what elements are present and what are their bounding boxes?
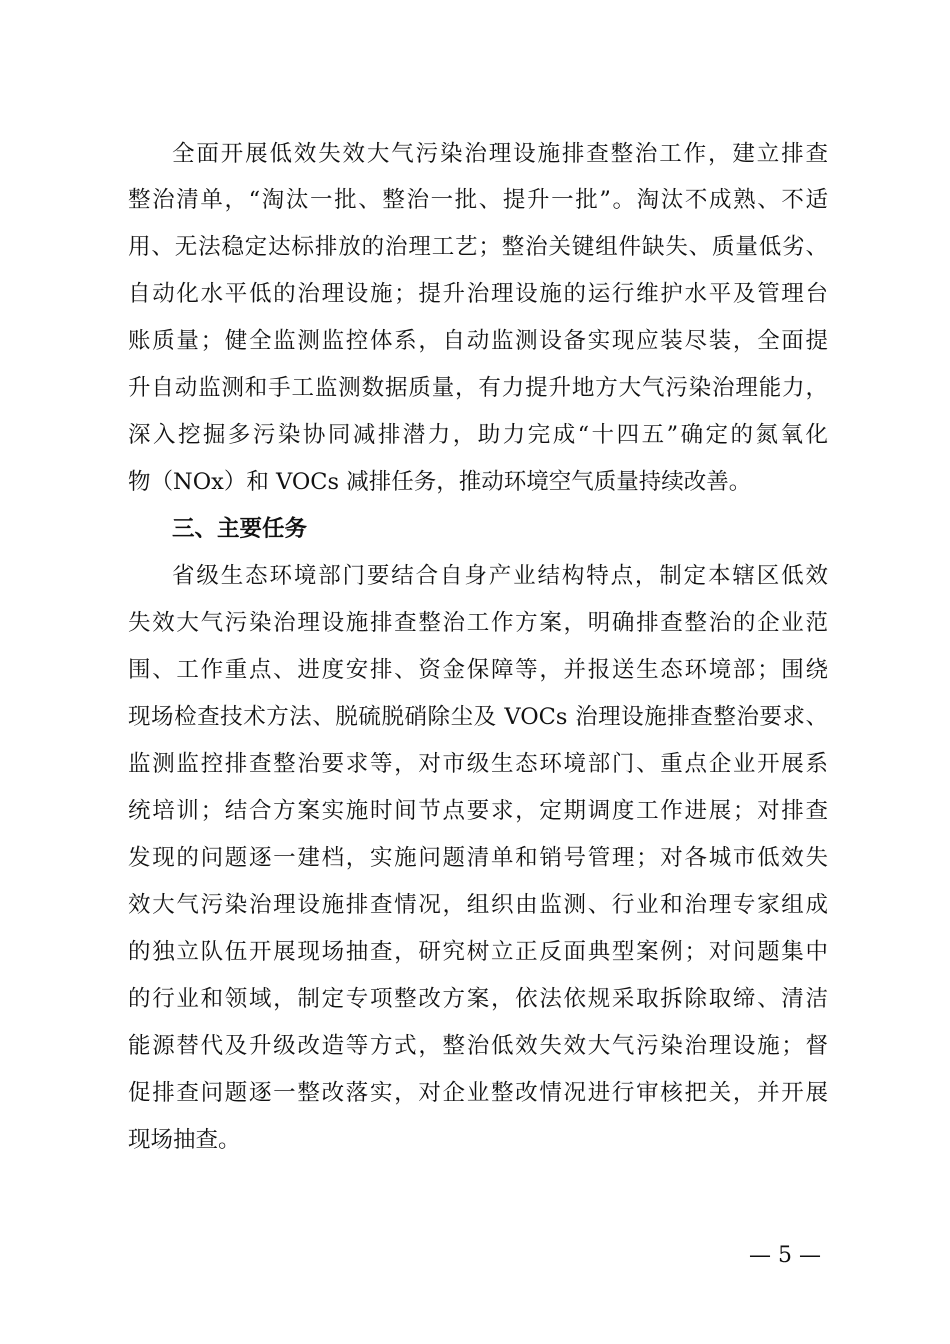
paragraph-2-line: 的独立队伍开展现场抽查，研究树立正反面典型案例；对问题集中 <box>128 939 828 965</box>
paragraph-2-line: 省级生态环境部门要结合自身产业结构特点，制定本辖区低效 <box>172 563 828 589</box>
paragraph-2-line: 促排查问题逐一整改落实，对企业整改情况进行审核把关，并开展 <box>128 1080 828 1106</box>
paragraph-2-line: 能源替代及升级改造等方式，整治低效失效大气污染治理设施；督 <box>128 1033 828 1059</box>
paragraph-1-line: 深入挖掘多污染协同减排潜力，助力完成“十四五”确定的氮氧化 <box>128 422 828 448</box>
paragraph-1-line: 全面开展低效失效大气污染治理设施排查整治工作，建立排查 <box>172 141 828 167</box>
section-heading: 三、主要任务 <box>172 516 308 542</box>
paragraph-2-line: 效大气污染治理设施排查情况，组织由监测、行业和治理专家组成 <box>128 892 828 918</box>
paragraph-2-line: 围、工作重点、进度安排、资金保障等，并报送生态环境部；围绕 <box>128 657 828 683</box>
paragraph-1-line: 用、无法稳定达标排放的治理工艺；整治关键组件缺失、质量低劣、 <box>128 234 828 260</box>
paragraph-1-line: 自动化水平低的治理设施；提升治理设施的运行维护水平及管理台 <box>128 281 828 307</box>
paragraph-2-line: 发现的问题逐一建档，实施问题清单和销号管理；对各城市低效失 <box>128 845 828 871</box>
page-number: — 5 — <box>749 1243 821 1268</box>
paragraph-1-line: 物（NOx）和 VOCs 减排任务，推动环境空气质量持续改善。 <box>128 469 752 495</box>
paragraph-2-line: 统培训；结合方案实施时间节点要求，定期调度工作进展；对排查 <box>128 798 828 824</box>
paragraph-2-line: 现场抽查。 <box>128 1127 241 1153</box>
paragraph-1-line: 账质量；健全监测监控体系，自动监测设备实现应装尽装，全面提 <box>128 328 828 354</box>
paragraph-2-line: 现场检查技术方法、脱硫脱硝除尘及 VOCs 治理设施排查整治要求、 <box>128 704 828 730</box>
paragraph-1-line: 整治清单，“淘汰一批、整治一批、提升一批”。淘汰不成熟、不适 <box>128 187 828 213</box>
paragraph-2-line: 失效大气污染治理设施排查整治工作方案，明确排查整治的企业范 <box>128 610 828 636</box>
paragraph-1-line: 升自动监测和手工监测数据质量，有力提升地方大气污染治理能力， <box>128 375 828 401</box>
paragraph-2-line: 监测监控排查整治要求等，对市级生态环境部门、重点企业开展系 <box>128 751 828 777</box>
paragraph-2-line: 的行业和领域，制定专项整改方案，依法依规采取拆除取缔、清洁 <box>128 986 828 1012</box>
